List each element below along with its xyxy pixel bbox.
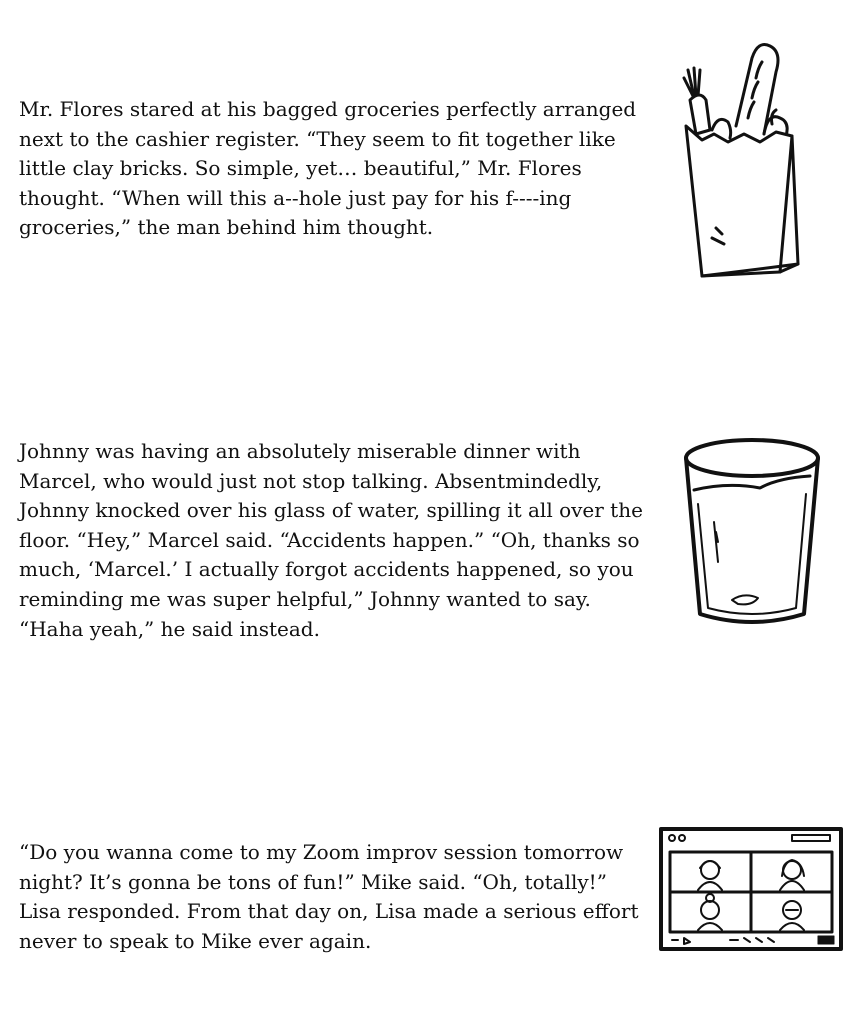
grocery-bag-icon xyxy=(672,38,802,280)
water-glass-icon xyxy=(680,432,824,632)
story-zoom: “Do you wanna come to my Zoom improv session tomorrow night? It’s gonna be tons of fun!” Mike said. “Oh, totally!” Lisa responded. From that day on, Lisa made a serious effort never to speak to Mike ever again. xyxy=(19,840,639,953)
story-grocery: Mr. Flores stared at his bagged groceries perfectly arranged next to the cashier register. “They seem to fit together like little clay bricks. So simple, yet… beautiful,” Mr. Flores thought. “When will this a--hole just pay for his f----ing groceries,” the man behind him thought. xyxy=(19,97,637,240)
video-call-icon xyxy=(658,826,844,952)
story-glass: Johnny was having an absolutely miserable dinner with Marcel, who would just not stop talking. Absentmindedly, Johnny knocked over his glass of water, spilling it all over the floor. “Hey,” Marcel said. “Accidents happen.” “Oh, thanks so much, ‘Marcel.’ I actually forgot accidents happened, so you reminding me was super helpful,” Johnny wanted to say. “Haha yeah,” he said instead. xyxy=(19,439,643,641)
